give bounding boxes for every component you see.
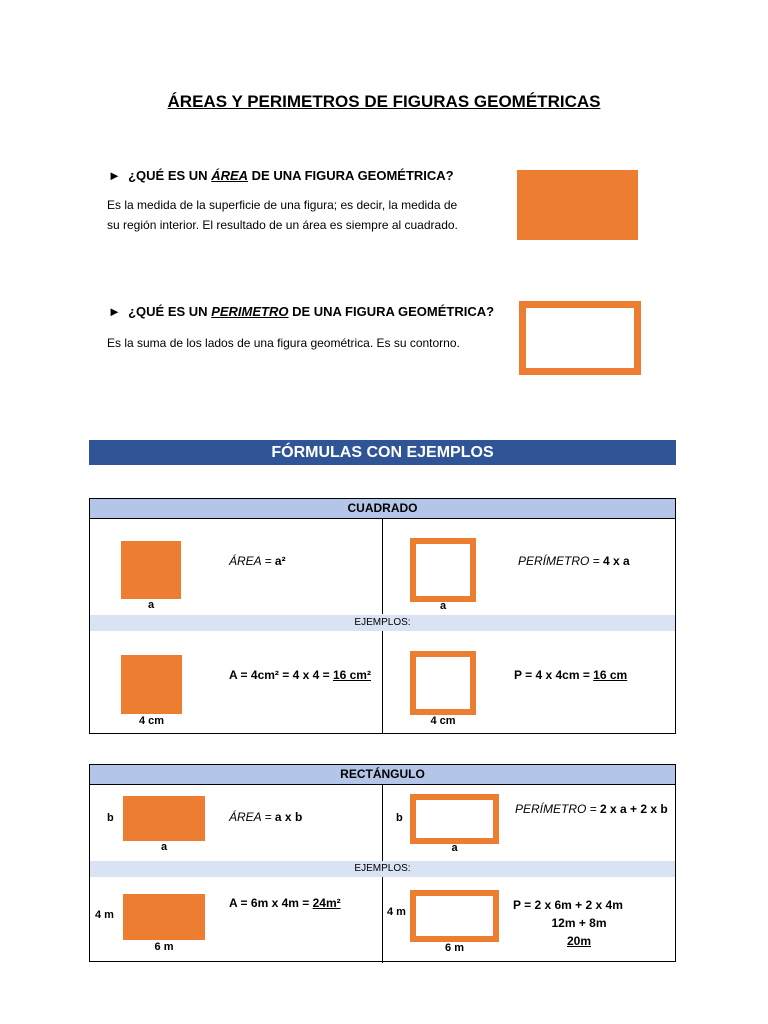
perimeter-example-expression: P = 4 x 4cm = xyxy=(514,668,594,682)
area-question-term: ÁREA xyxy=(211,168,249,183)
bullet-icon: ► xyxy=(108,304,121,319)
area-formula xyxy=(229,810,302,824)
example-height-label: 4 m xyxy=(95,909,114,921)
area-definition-line: su región interior. El resultado de un área es siempre al cuadrado. xyxy=(107,218,458,232)
perimeter-formula xyxy=(515,802,668,816)
perimeter-formula xyxy=(518,554,630,568)
perimeter-formula-value: 2 x a + 2 x b xyxy=(600,802,668,816)
examples-label: EJEMPLOS: xyxy=(90,615,675,631)
area-example xyxy=(229,896,341,910)
area-formula xyxy=(229,554,286,568)
column-divider xyxy=(382,784,383,861)
area-formula-value: a x b xyxy=(274,810,303,824)
area-question-suffix: DE UNA FIGURA GEOMÉTRICA? xyxy=(248,168,454,183)
perimeter-outline-illustration xyxy=(519,301,641,375)
column-divider xyxy=(382,631,383,734)
perimeter-question xyxy=(108,304,494,319)
perimeter-definition: Es la suma de los lados de una figura geométrica. Es su contorno. xyxy=(107,336,460,350)
perimeter-formula-value: 4 x a xyxy=(603,554,630,568)
area-example-expression: A = 4cm² = 4 x 4 = xyxy=(229,668,333,682)
rectangle-example-shape xyxy=(123,894,205,940)
perimeter-question-term: PERIMETRO xyxy=(211,304,289,319)
area-formula-label: ÁREA = xyxy=(229,554,275,568)
area-example-result: 16 cm² xyxy=(332,668,371,682)
area-question-prefix: ¿QUÉ ES UN xyxy=(128,168,212,183)
example-height-label: 4 m xyxy=(387,906,406,918)
perimeter-example-result: 20m xyxy=(566,934,592,948)
area-definition-line: Es la medida de la superficie de una figura; es decir, la medida de xyxy=(107,198,458,212)
page-title: ÁREAS Y PERIMETROS DE FIGURAS GEOMÉTRICAS xyxy=(167,92,601,111)
bullet-icon: ► xyxy=(108,168,121,183)
area-definition xyxy=(107,195,458,235)
rectangle-table xyxy=(89,764,676,962)
area-example-result: 24m² xyxy=(312,896,341,910)
area-square-illustration xyxy=(517,170,638,240)
area-formula-value: a² xyxy=(274,554,286,568)
examples-label: EJEMPLOS: xyxy=(90,861,675,877)
perimeter-question-prefix: ¿QUÉ ES UN xyxy=(128,304,212,319)
square-table xyxy=(89,498,676,734)
example-side-label: 4 cm xyxy=(138,715,165,727)
square-shape xyxy=(121,541,181,599)
example-side-label: 4 cm xyxy=(430,715,456,727)
square-table-header: CUADRADO xyxy=(90,499,675,519)
column-divider xyxy=(382,518,383,614)
perimeter-example xyxy=(514,668,627,682)
width-label: a xyxy=(451,842,458,854)
perimeter-formula-label: PERÍMETRO = xyxy=(518,554,604,568)
column-divider xyxy=(382,877,383,963)
side-label: a xyxy=(147,599,155,611)
perimeter-example xyxy=(513,896,645,950)
height-label: b xyxy=(396,812,403,824)
area-example-expression: A = 6m x 4m = xyxy=(229,896,313,910)
area-example xyxy=(229,668,371,682)
example-width-label: 6 m xyxy=(154,941,174,953)
square-example-shape xyxy=(121,655,182,714)
perimeter-formula-label: PERÍMETRO = xyxy=(515,802,601,816)
square-outline-example-shape xyxy=(410,651,476,715)
perimeter-example-line: 12m + 8m xyxy=(551,916,607,930)
perimeter-example-line: P = 2 x 6m + 2 x 4m xyxy=(513,898,623,912)
perimeter-example-result: 16 cm xyxy=(593,668,628,682)
rectangle-table-header: RECTÁNGULO xyxy=(90,765,675,785)
square-outline-shape xyxy=(410,538,476,602)
rectangle-outline-shape xyxy=(410,794,499,844)
area-question xyxy=(108,168,454,183)
area-formula-label: ÁREA = xyxy=(229,810,275,824)
rectangle-shape xyxy=(123,796,205,841)
perimeter-question-suffix: DE UNA FIGURA GEOMÉTRICA? xyxy=(288,304,495,319)
width-label: a xyxy=(160,841,168,853)
formulas-banner: FÓRMULAS CON EJEMPLOS xyxy=(89,440,676,465)
height-label: b xyxy=(107,812,114,824)
rectangle-outline-example-shape xyxy=(410,890,499,942)
side-label: a xyxy=(439,600,447,612)
example-width-label: 6 m xyxy=(445,942,464,954)
